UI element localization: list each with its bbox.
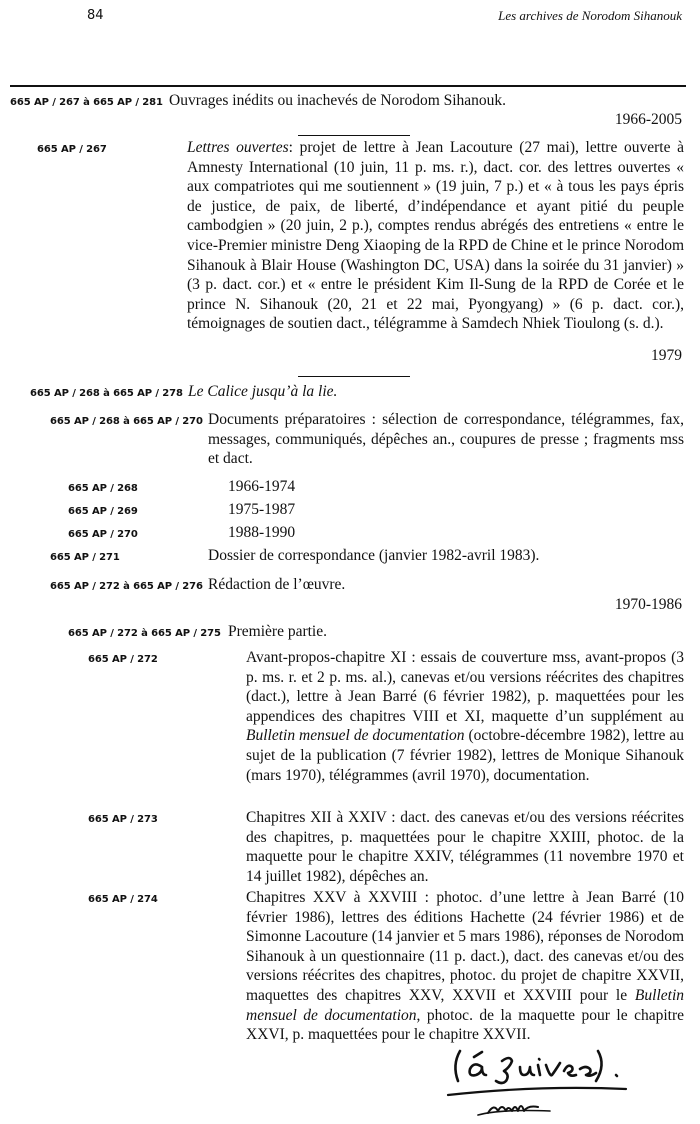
header-rule (10, 85, 686, 87)
entry-code: 665 AP / 272 à 665 AP / 276 (50, 581, 203, 592)
entry-date: 1979 (651, 347, 682, 364)
entry-date-range: 1988-1990 (228, 524, 296, 541)
entry-description: Avant-propos-chapitre XI : essais de couverture mss, avant-propos (3 p. ms. r. et 2 p. ms. al.), canevas et/ou versions réécrites des chapitres (dact.), lettre à Jean Barré (6 février 1982), p. maquettées pour les appendices des chapitres VIII et XI, maquette d’un supplément au Bulletin mensuel de documentation (octobre-décembre 1982), lettre au sujet de la publication (7 février 1982), lettres de Monique Sihanouk (mars 1970), télégrammes (avril 1970), documentation. (246, 649, 684, 784)
entry-title: Le Calice jusqu’à la lie. (188, 383, 338, 400)
entry-description: Dossier de correspondance (janvier 1982-avril 1983). (208, 547, 540, 564)
entry-code: 665 AP / 272 (88, 654, 158, 665)
entry-code: 665 AP / 268 à 665 AP / 278 (30, 388, 183, 399)
entry-code: 665 AP / 274 (88, 894, 158, 905)
entry-date-range: 1975-1987 (228, 501, 296, 518)
entry-code: 665 AP / 267 à 665 AP / 281 (10, 97, 163, 108)
page-number: 84 (87, 8, 104, 23)
entry-description: Lettres ouvertes: projet de lettre à Jean Lacouture (27 mai), lettre ouverte à Amnesty International (10 juin, 11 p. ms. r.), dact. cor. des lettres ouvertes « aux compatriotes qui me soutiennent » (19 juin, 7 p.) et « à tous les pays épris de justice, de paix, de liberté, d’indépendance et ayant pitié du peuple cambodgien » (20 juin, 2 p.), comptes rendus abrégés des entretiens « entre le vice-Premier ministre Deng Xiaoping de la RPD de Chine et le prince Norodom Sihanouk à Blair House (Washington DC, USA) dans la soirée du 31 janvier) » (3 p. dact. cor.) et « entre le président Kim Il-Sung de la RPD de Corée et le prince N. Sihanouk (20, 21 et 22 mai, Pyongyang) » (6 p. dact. cor.), témoignages de soutien dact., télégramme à Samdech Nhiek Tioulong (s. d.). (187, 139, 684, 333)
entry-code: 665 AP / 268 (68, 483, 138, 494)
entry-code: 665 AP / 271 (50, 552, 120, 563)
entry-description: Première partie. (228, 623, 327, 640)
entry-title-italic: Lettres ouvertes (187, 139, 289, 156)
entry-description: Rédaction de l’œuvre. (208, 576, 346, 593)
entry-description: Documents préparatoires : sélection de correspondance, télégrammes, fax, messages, communiqués, dépêches an., coupures de presse ; fragments mss et dact. (208, 411, 684, 468)
entry-date: 1970-1986 (614, 596, 682, 613)
entry-code: 665 AP / 269 (68, 506, 138, 517)
entry-description: Chapitres XII à XXIV : dact. des canevas et/ou des versions réécrites des chapitres, p. maquettées pour le chapitre XXIII, photoc. de la maquette pour le chapitre XXIV, télégrammes (11 novembre 1970 et 14 juillet 1982), dépêches an. (246, 809, 684, 885)
entry-title: Ouvrages inédits ou inachevés de Norodom Sihanouk. (169, 92, 507, 109)
entry-code: 665 AP / 267 (37, 144, 107, 155)
entry-code: 665 AP / 272 à 665 AP / 275 (68, 628, 221, 639)
entry-date-range: 1966-1974 (228, 478, 296, 495)
separator-line (298, 135, 410, 136)
separator-line (298, 376, 410, 377)
entry-code: 665 AP / 270 (68, 529, 138, 540)
entry-code: 665 AP / 273 (88, 814, 158, 825)
running-title: Les archives de Norodom Sihanouk (498, 8, 682, 23)
handwritten-a-suivre-note (430, 1045, 650, 1120)
entry-date: 1966-2005 (614, 111, 682, 128)
entry-description: Chapitres XXV à XXVIII : photoc. d’une lettre à Jean Barré (10 février 1986), lettres des éditions Hachette (24 février 1986) et de Simonne Lacouture (14 janvier et 5 mars 1986), réponses de Norodom Sihanouk à un questionnaire (11 p. dact.), dact. des canevas et/ou des versions réécrites des chapitres, photoc. du projet de chapitre XXVII, maquettes des chapitres XXV, XXVII et XXVIII pour le Bulletin mensuel de documentation, photoc. de la maquette pour le chapitre XXVI, p. maquettées pour le chapitre XXVII. (246, 889, 684, 1044)
entry-code: 665 AP / 268 à 665 AP / 270 (50, 416, 203, 427)
